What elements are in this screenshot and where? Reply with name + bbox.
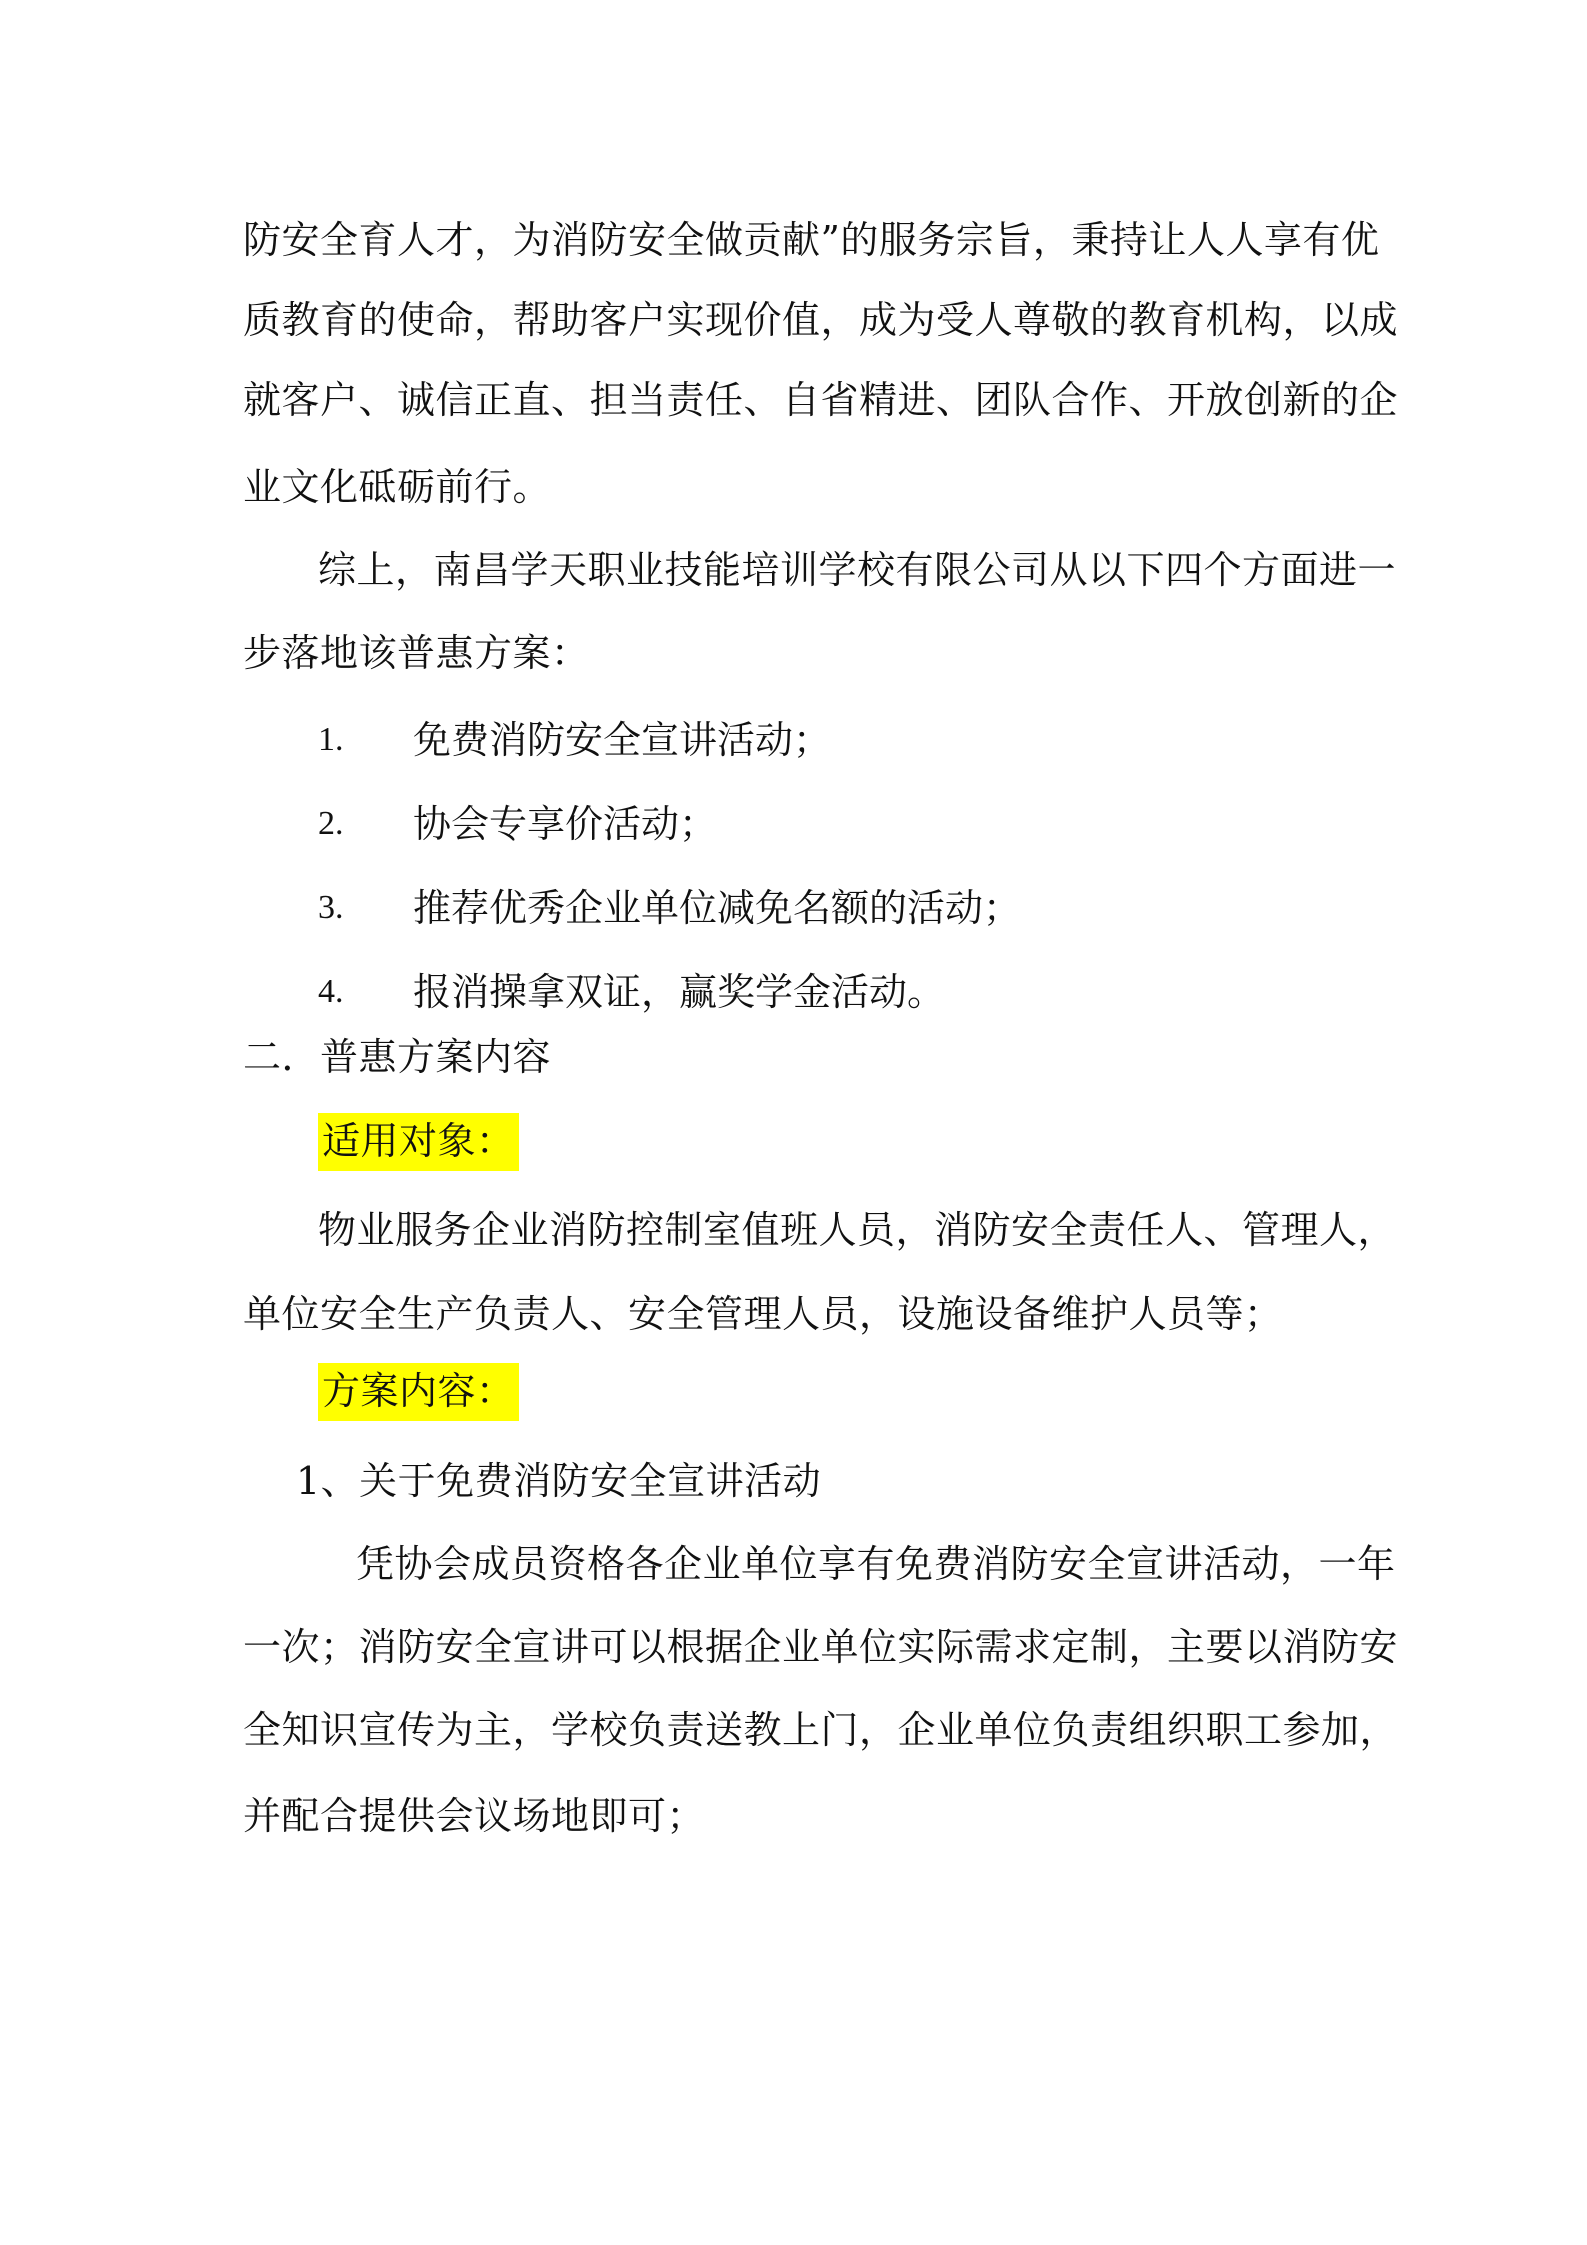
list-item-2-number: 2. <box>318 805 344 842</box>
list-item-2-text: 协会专享价活动； <box>413 802 718 846</box>
sub-item-1-line-4: 并配合提供会议场地即可； <box>243 1794 706 1838</box>
target-label-wrapper <box>318 1117 519 1165</box>
list-item-1-text: 免费消防安全宣讲活动； <box>413 718 832 762</box>
sub-item-1-line-1: 凭协会成员资格各企业单位享有免费消防安全宣讲活动，一年 <box>356 1542 1396 1586</box>
sub-item-1-line-2: 一次；消防安全宣讲可以根据企业单位实际需求定制，主要以消防安 <box>243 1625 1399 1669</box>
sub-item-1-line-3: 全知识宣传为主，学校负责送教上门，企业单位负责组织职工参加， <box>243 1708 1399 1752</box>
content-label-wrapper <box>318 1367 519 1415</box>
list-item-3-number: 3. <box>318 889 344 926</box>
target-line-1: 物业服务企业消防控制室值班人员，消防安全责任人、管理人， <box>318 1208 1397 1252</box>
list-item-1-number: 1. <box>318 721 344 758</box>
sub-item-1-title: 1、关于免费消防安全宣讲活动 <box>296 1459 822 1503</box>
intro-line-4: 业文化砥砺前行。 <box>243 465 552 509</box>
section-2-heading: 二．普惠方案内容 <box>243 1035 552 1079</box>
content-label: 方案内容： <box>318 1363 519 1421</box>
summary-line-2: 步落地该普惠方案： <box>243 631 590 675</box>
target-label: 适用对象： <box>318 1113 519 1171</box>
intro-line-3: 就客户、诚信正直、担当责任、自省精进、团队合作、开放创新的企 <box>243 378 1399 422</box>
intro-line-2: 质教育的使命，帮助客户实现价值，成为受人尊敬的教育机构，以成 <box>243 298 1399 342</box>
list-item-4-text: 报消操拿双证，赢奖学金活动。 <box>413 970 946 1014</box>
intro-line-1: 防安全育人才，为消防安全做贡献”的服务宗旨，秉持让人人享有优 <box>243 218 1380 262</box>
list-item-3-text: 推荐优秀企业单位减免名额的活动； <box>413 886 1022 930</box>
target-line-2: 单位安全生产负责人、安全管理人员，设施设备维护人员等； <box>243 1292 1283 1336</box>
summary-line-1: 综上，南昌学天职业技能培训学校有限公司从以下四个方面进一 <box>318 548 1397 592</box>
list-item-4-number: 4. <box>318 973 344 1010</box>
